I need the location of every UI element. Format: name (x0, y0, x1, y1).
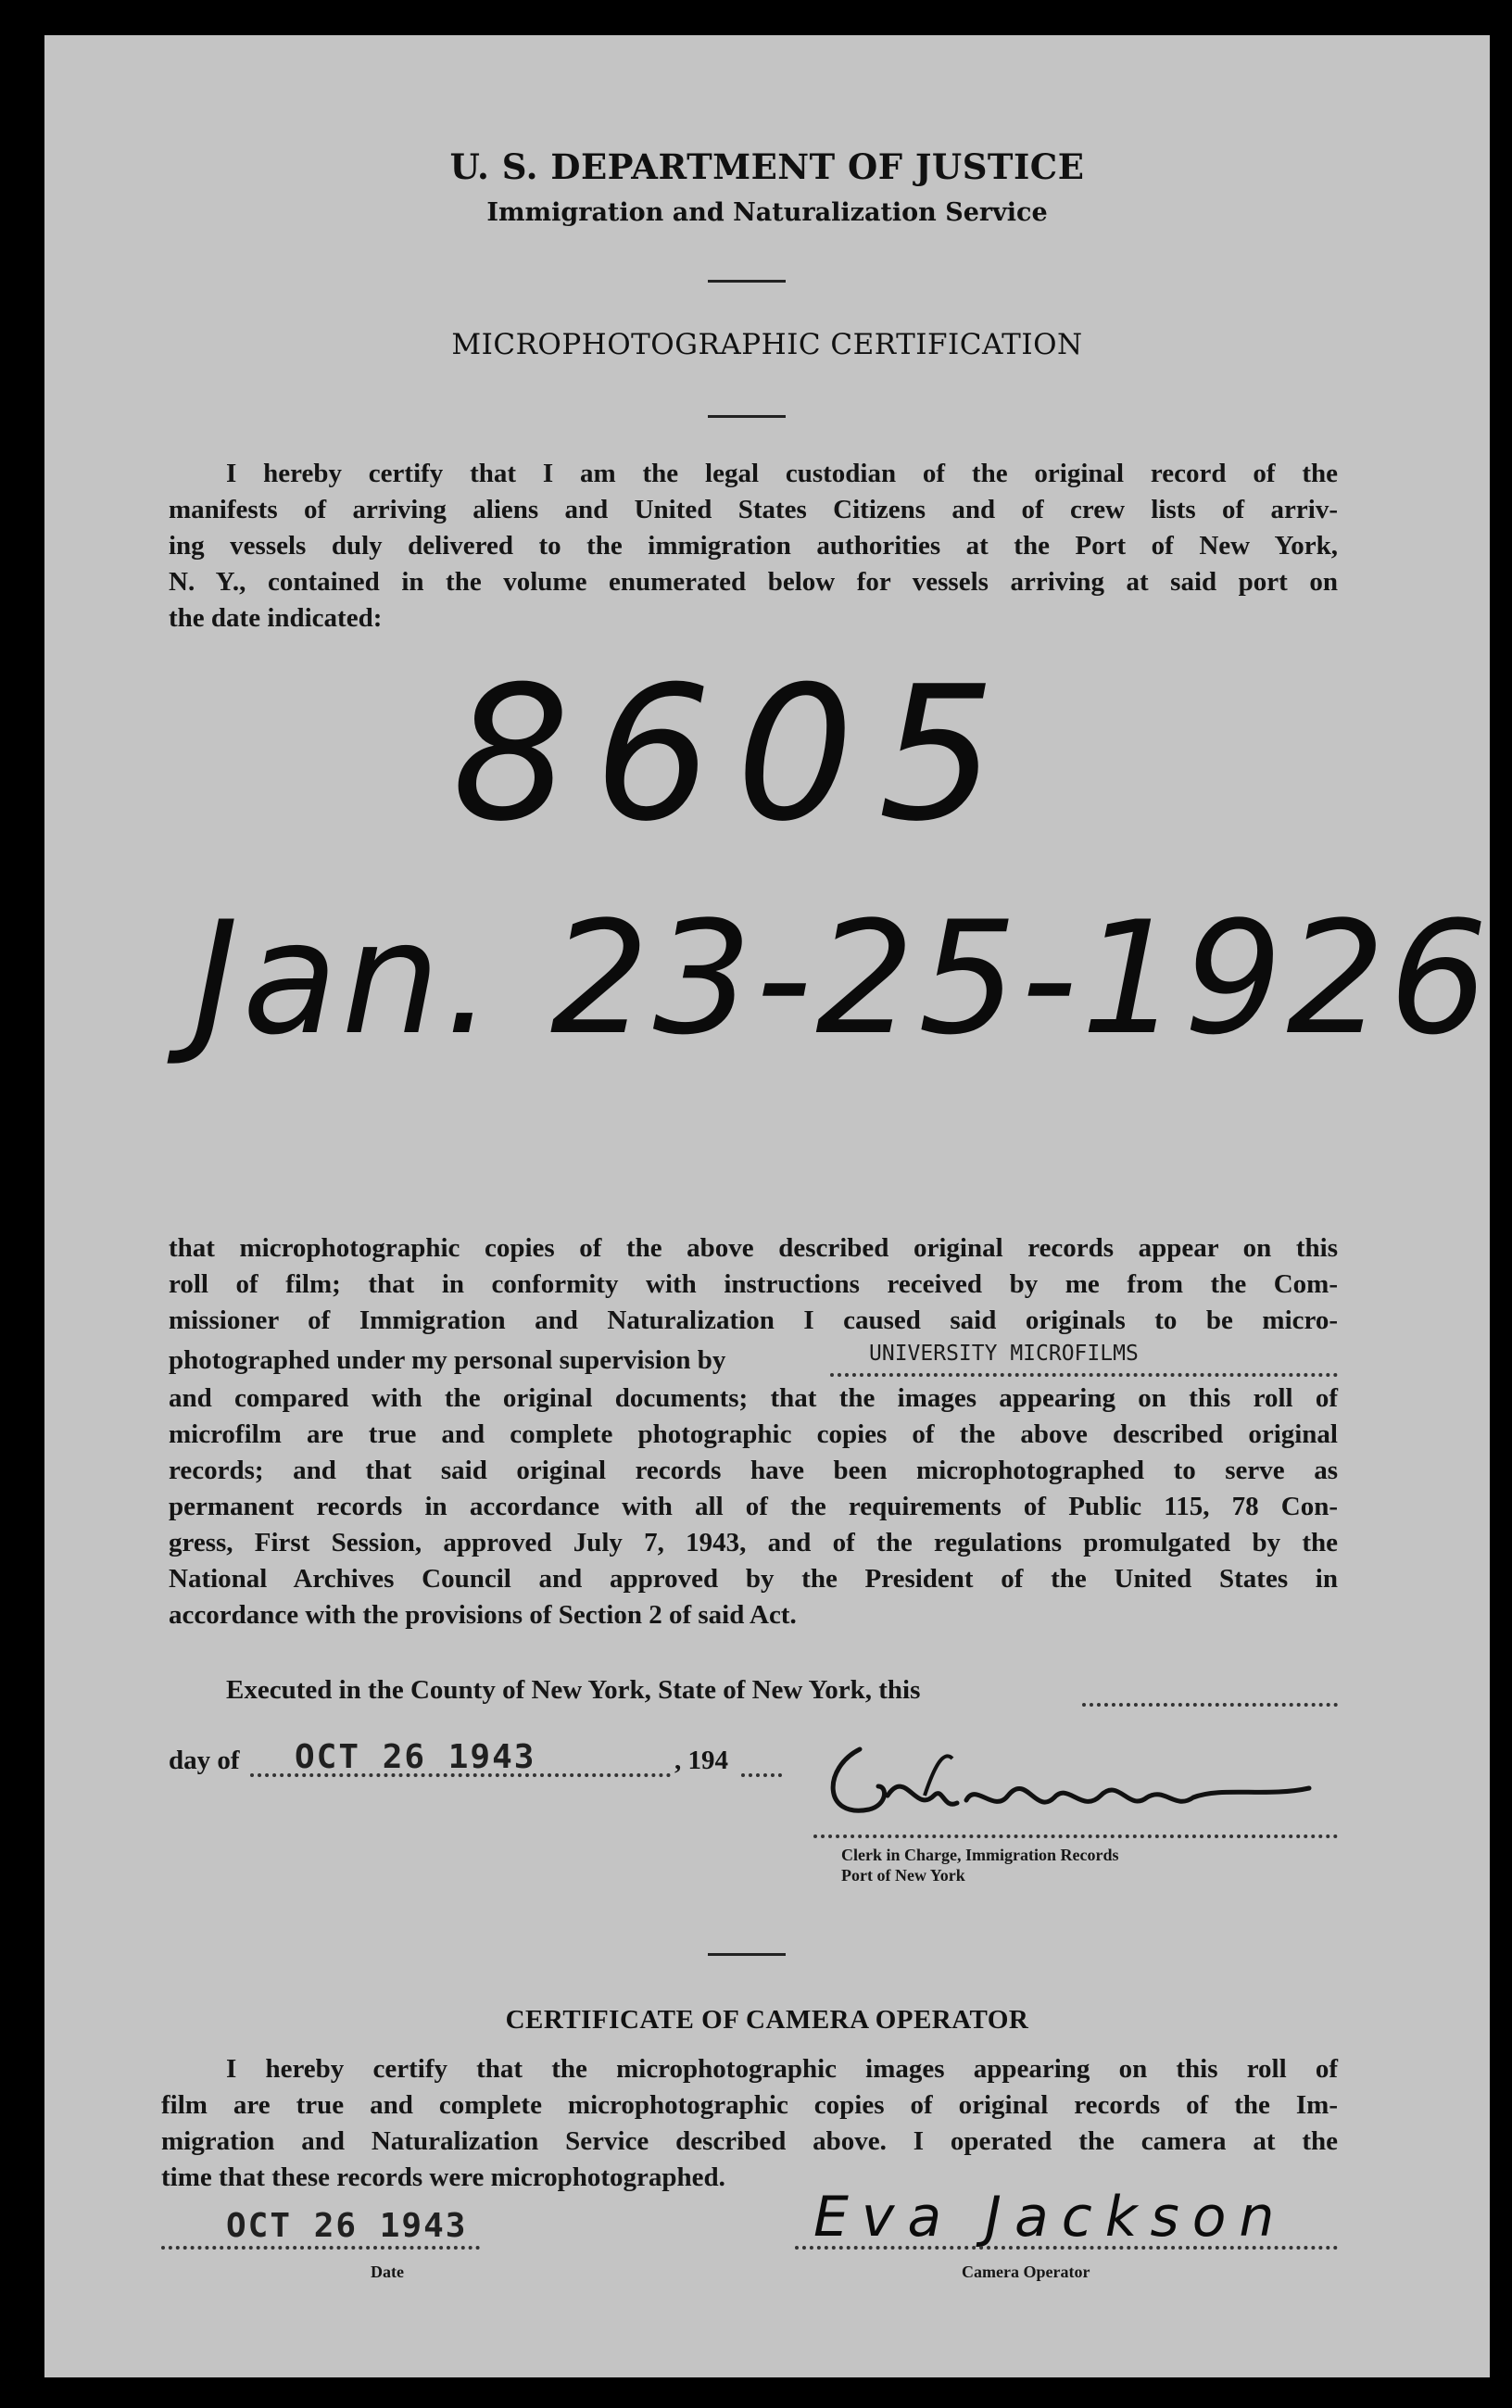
clerk-title: Clerk in Charge, Immigration Records (841, 1846, 1119, 1864)
clerk-date-stamp: OCT 26 1943 (295, 1738, 536, 1776)
clerk-port: Port of New York (841, 1866, 965, 1885)
date-fill-line (161, 2246, 480, 2250)
body-line: missioner of Immigration and Naturalization I caused said originals to be micro- (169, 1305, 1338, 1335)
certificate-page (44, 35, 1493, 2377)
body-line: gress, First Session, approved July 7, 1943, and of the regulations promulgated by the (169, 1528, 1338, 1557)
intro-line: the date indicated: (169, 603, 383, 633)
service-heading: Immigration and Naturalization Service (486, 198, 1048, 227)
camera-operator-paragraph (161, 2051, 1338, 2196)
executed-fill-line (1082, 1703, 1338, 1707)
body-line: roll of film; that in conformity with instructions received by me from the Com- (169, 1269, 1338, 1299)
intro-line: I hereby certify that I am the legal custodian of the original record of the (226, 459, 1338, 488)
body-line: that microphotographic copies of the above described original records appear on this (169, 1233, 1338, 1263)
body-line: and compared with the original documents; that the images appearing on this roll of (169, 1383, 1338, 1413)
operator-date-stamp: OCT 26 1943 (226, 2207, 468, 2245)
divider-rule (708, 1953, 786, 1956)
handwritten-volume-number: 8605 (452, 647, 1020, 863)
supervisor-typed-name: UNIVERSITY MICROFILMS (869, 1342, 1139, 1366)
intro-line: manifests of arriving aliens and United States Citizens and of crew lists of arriv- (169, 495, 1338, 524)
operator-line: migration and Naturalization Service described above. I operated the camera at the (161, 2126, 1338, 2156)
camera-operator-title: CERTIFICATE OF CAMERA OPERATOR (505, 2005, 1029, 2035)
department-heading: U. S. DEPARTMENT OF JUSTICE (449, 146, 1085, 187)
intro-paragraph (169, 456, 1338, 637)
body-line: records; and that said original records have been microphotographed to serve as (169, 1456, 1338, 1485)
body-line: National Archives Council and approved by the President of the United States in (169, 1564, 1338, 1594)
date-label: Date (371, 2263, 404, 2281)
certification-title: MICROPHOTOGRAPHIC CERTIFICATION (451, 328, 1083, 361)
divider-rule (708, 280, 786, 283)
executed-text: Executed in the County of New York, State of New York, this (226, 1675, 921, 1705)
body-line: accordance with the provisions of Section 2 of said Act. (169, 1600, 797, 1630)
clerk-signature-line (813, 1834, 1338, 1838)
operator-signature-line (795, 2246, 1338, 2250)
intro-line: N. Y., contained in the volume enumerated below for vessels arriving at said port on (169, 567, 1338, 597)
operator-signature: Eva Jackson (813, 2185, 1288, 2250)
camera-operator-label: Camera Operator (962, 2263, 1090, 2281)
body-paragraph-b (169, 1381, 1338, 1633)
supervision-label: photographed under my personal supervision by (169, 1345, 726, 1375)
operator-line: film are true and complete microphotographic copies of original records of the Im- (161, 2090, 1338, 2120)
supervisor-fill-line (830, 1373, 1338, 1377)
body-paragraph-a (169, 1230, 1338, 1339)
handwritten-date-range: Jan. 23-25-1926 (193, 888, 1493, 1069)
year-fill-line (741, 1773, 782, 1777)
operator-line: I hereby certify that the microphotographic images appearing on this roll of (226, 2054, 1338, 2084)
divider-rule (708, 415, 786, 418)
operator-line: time that these records were microphotographed. (161, 2162, 725, 2192)
year-prefix: , 194 (674, 1746, 728, 1775)
body-line: permanent records in accordance with all of the requirements of Public 115, 78 Con- (169, 1492, 1338, 1521)
clerk-signature (804, 1731, 1323, 1842)
intro-line: ing vessels duly delivered to the immigration authorities at the Port of New York, (169, 531, 1338, 561)
body-line: microfilm are true and complete photographic copies of the above described original (169, 1419, 1338, 1449)
day-of-label: day of (169, 1746, 240, 1775)
